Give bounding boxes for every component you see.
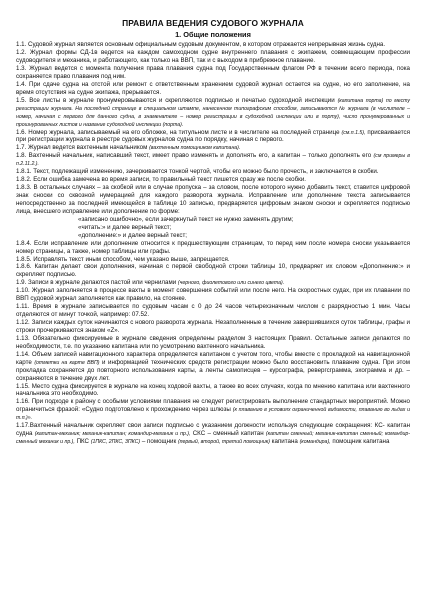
paragraph-1-6: 1.6. Номер журнала, записываемый на его обложке, на титульном листе и в числителе на последней странице (см.п.1.5), присваивается при регистрации журнала в реестре судовых журналов судна по порядку, начиная с первого. [16, 128, 410, 144]
paragraph-1-7: 1.7. Журнал ведется вахтенным начальником (вахтенным помощником капитана). [16, 144, 241, 152]
paragraph-1-17: 1.17.Вахтенный начальник скрепляет свои записи подписью с указанием должности используя следующие сокращения: КС- капитан судна (капитан-механик; механик-капитан; командир-механик и пр.), СКС – сменный капитан (капитан сменный; механик-капитан сменный; командир-сменный механик и пр.), ПКС (1ПКС, 2ПКС, 3ПКС) – помощник (первый, второй, третий помощник) капитана (командира), помощник капитана [16, 422, 410, 446]
section-heading: 1. Общие положения [175, 29, 251, 39]
paragraph-1-8-6: 1.8.6. Капитан делает свои дополнения, начиная с первой свободной строки таблицы 10, предваряет их словом «Дополнение:» и скрепляет подписью. [16, 263, 410, 279]
paragraph-1-8-1: 1.8.1. Текст, подлежащий изменению, зачеркивается тонкой чертой, чтобы его можно было прочесть, и заключается в скобки. [16, 168, 379, 176]
form-line-read: «читать:» и далее верный текст; [78, 223, 172, 231]
paragraph-1-10: 1.10. Журнал заполняется в процессе вахты в момент совершения событий или после него. На скоростных судах, при их плавании по ВВП судовой журнал заполняется как правило, на стоянке. [16, 287, 410, 303]
form-line-addition: «дополнение:» и далее верный текст; [78, 231, 188, 239]
paragraph-1-16: 1.16. При подходе к району с особыми условиями плавания не следует регистрировать выполнение стандартных мероприятий. Можно ограничиться фразой: «Судно подготовлено к прохождению через шлюзы (к плаванию в условиях ограниченной видимости, плаванию во льдах и т.п.)». [16, 398, 410, 422]
paragraph-1-11: 1.11. Время в журнале записывается по судовым часам с 0 до 24 часов четырехзначным числом с разрядностью 1 мин. Часы отделяются от минут точкой, например: 07.52. [16, 303, 410, 319]
paragraph-1-12: 1.12. Записи каждых суток начинаются с нового разворота журнала. Незаполненные в течение завершившихся суток таблицы, графы и строки прочеркиваются знаком «Z». [16, 319, 410, 334]
paragraph-1-13: 1.13. Обязательно фиксируемые в журнале сведения определены разделом 3 настоящих Правил. Остальные записи делаются по необходимости, т.е. по указанию капитана или по усмотрению вахтенного начальника. [16, 334, 410, 350]
paragraph-1-15: 1.15. Место судна фиксируется в журнале на конец ходовой вахты, а также во всех случаях, когда по мнению капитана или вахтенного начальника это необходимо. [16, 382, 410, 398]
paragraph-1-8-3: 1.8.3. В остальных случаях – за скобкой или в случае пропуска – за словом, после которого нужно добавить текст, ставится цифровой знак сноски со сквозной нумерацией для каждого разворота журнала. Исправление или дополнение текста записывается непосредственно за последней имеющейся в таблице 10 записью, предваряется цифровым знаком сноски и скрепляется подписью лица, внесшего исправление или дополнение по форме: [16, 184, 410, 215]
paragraph-1-2: 1.2. Журнал формы СД-1в ведется на каждом самоходном судне внутреннего плавания с экипажем, совмещающим профессии судоводителя и механика, и работающего, как только на ВВП, так и с выходом в прибрежное плавание. [16, 49, 410, 65]
paragraph-1-8-5: 1.8.5. Исправлять текст иным способом, чем указано выше, запрещается. [16, 255, 230, 263]
paragraph-1-8-4: 1.8.4. Если исправление или дополнение относится к предшествующим страницам, то перед ним после номера сноски указывается номер страницы, а также, номер таблицы или графы. [16, 239, 410, 255]
paragraph-1-3: 1.3. Журнал ведется с момента получения права плавания судна под Государственным флагом РФ в течении всего периода, пока сохраняется право плавания под ним. [16, 65, 410, 80]
paragraph-1-14: 1.14. Объем записей навигационного характера определяется капитаном с учетом того, чтобы вместе с прокладкой на навигационной карте (отметки на карте ВВП) и информацией технических средств регистрации можно было восстановить плавание судна. При этом прокладка сохраняется до повторного использования карты, а ленты самописцев – курсографа, ревергсграмма, эхограмма и др. – сохраняются в течение двух лет. [16, 350, 410, 382]
paragraph-1-9: 1.9. Записи в журнале делаются пастой или чернилами (черного, фиолетового или синего цвета). [16, 279, 285, 287]
paragraph-1-4: 1.4. При сдаче судна на отстой или ремонт с ответственным хранением судовой журнал остается на судне, но его заполнение, на время отсутствия на судне экипажа, прерывается. [16, 80, 410, 96]
form-line-erroneous: «записано ошибочно», если зачеркнутый текст не нужно заменять другим; [78, 215, 294, 223]
paragraph-1-8: 1.8. Вахтенный начальник, написавший текст, имеет право изменять и дополнять его, а капитан – только дополнять его (см примеры в п.2.11.2.). [16, 152, 410, 168]
document-title: ПРАВИЛА ВЕДЕНИЯ СУДОВОГО ЖУРНАЛА [122, 18, 304, 28]
paragraph-1-1: 1.1. Судовой журнал является основным официальным судовым документом, в котором отражается непрерывная жизнь судна. [16, 41, 386, 49]
paragraph-1-8-2: 1.8.2. Если ошибка замечена во время записи, то правильный текст пишется сразу же после скобки. [16, 176, 307, 184]
paragraph-1-5: 1.5. Все листы в журнале пронумеровываются и скрепляются подписью и печатью судоходной инспекции (капитана порта) по месту регистрации журнала. На последней странице в специальном штампе, нанесенном типографским способом, записываются № журнала (в числителе – номер, начиная с первого для данного судна, в знаменателе – номер регистрации в судоходной инспекции или в порту), число пронумерованных и прошнурованных листов и название судоходной инспекции (порта). [16, 96, 410, 128]
